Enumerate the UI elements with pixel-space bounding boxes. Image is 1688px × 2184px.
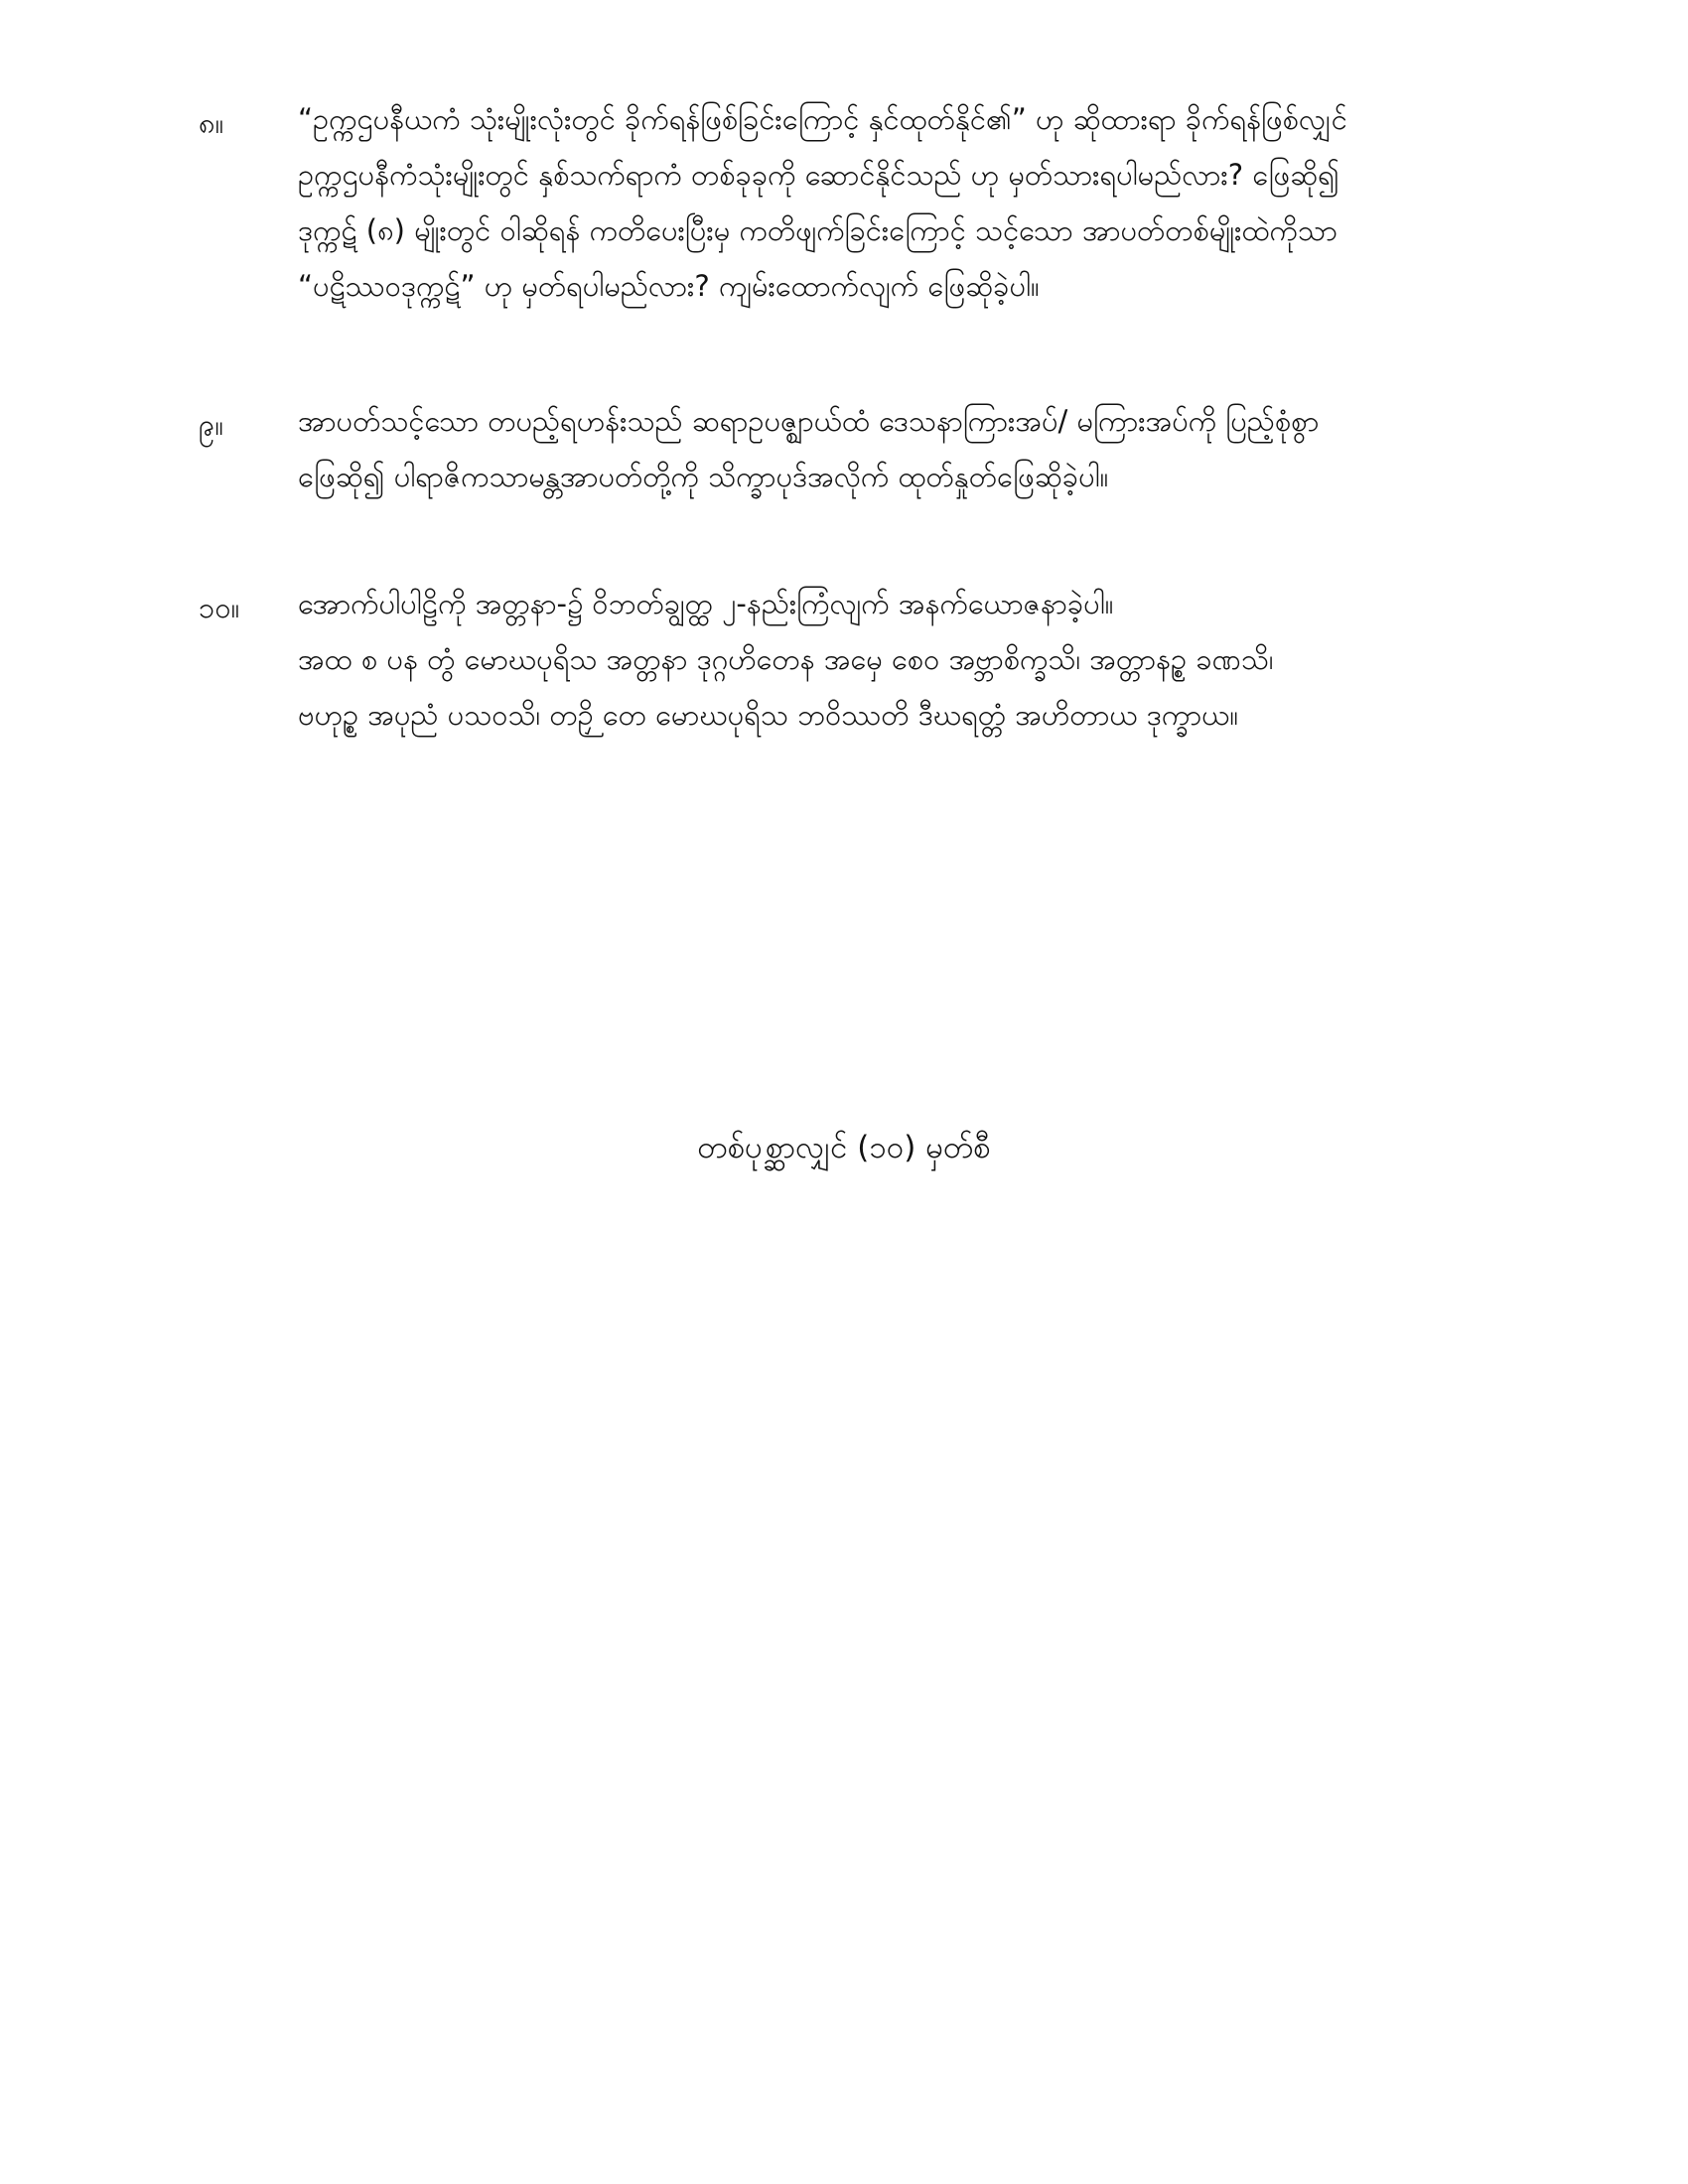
- question-9: [199, 393, 1529, 504]
- question-line: “ဥက္ကဌပနီယကံ သုံးမျိုးလုံးတွင် ခိုက်ရန်ဖြစ်ခြင်းကြောင့် နှင်ထုတ်နိုင်၏” ဟု ဆိုထားရာ ခိုက်ရန်ဖြစ်လျှင်: [298, 102, 1347, 136]
- question-line: “ပဋိဿဝဒုက္ကဋ်” ဟု မှတ်ရပါမည်လား? ကျမ်းထောက်လျက် ဖြေဆိုခဲ့ပါ။: [298, 269, 1040, 303]
- pali-passage-line: အထ စ ပန တွံ မောဃပုရိသ အတ္တနာ ဒုဂ္ဂဟိတေန အမှေ စေဝ အဗ္ဘာစိက္ခသိ၊ အတ္တာနဉ္စ ခဏသိ၊: [298, 642, 1274, 676]
- question-text: [298, 576, 1529, 743]
- question-line: အောက်ပါပါဠိကို အတ္တနာ-၌ ဝိဘတ်ချွတ္ထ ၂-နည်းကြံလျက် အနက်ယောဇနာခဲ့ပါ။: [298, 587, 1114, 620]
- question-number: ၈။: [199, 106, 224, 140]
- question-10: [199, 576, 1529, 743]
- question-line: ဥက္ကဌပနီကံသုံးမျိုးတွင် နှစ်သက်ရာကံ တစ်ခုခုကို ဆောင်နိုင်သည် ဟု မှတ်သားရပါမည်လား? ဖြေဆို၍: [298, 158, 1339, 192]
- pali-passage-line: ဗဟုဉ္စ အပုညံ ပသဝသိ၊ တဉှိ တေ မောဃပုရိသ ဘဝိဿတိ ဒီဃရတ္တံ အဟိတာယ ဒုက္ခာယ။: [298, 698, 1239, 732]
- question-8: [199, 91, 1529, 314]
- question-line: ဖြေဆို၍ ပါရာဇိကသာမန္တအာပတ်တို့ကို သိက္ခာပုဒ်အလိုက် ထုတ်နှုတ်ဖြေဆိုခဲ့ပါ။: [298, 460, 1109, 493]
- question-line: အာပတ်သင့်သော တပည့်ရဟန်းသည် ဆရာဥပဇ္ဈာယ်ထံ ဒေသနာကြားအပ်/ မကြားအပ်ကို ပြည့်စုံစွာ: [298, 404, 1320, 438]
- marks-note: တစ်ပုစ္ဆာလျှင် (၁၀) မှတ်စီ: [697, 1130, 991, 1165]
- question-text: [298, 91, 1529, 314]
- question-number: ၉။: [199, 408, 224, 442]
- question-line: ဒုက္ကဋ် (၈) မျိုးတွင် ဝါဆိုရန် ကတိပေးပြီးမှ ကတိဖျက်ခြင်းကြောင့် သင့်သော အာပတ်တစ်မျိုးထဲကိုသာ: [298, 213, 1337, 247]
- question-text: [298, 393, 1529, 504]
- question-number: ၁၀။: [199, 591, 240, 624]
